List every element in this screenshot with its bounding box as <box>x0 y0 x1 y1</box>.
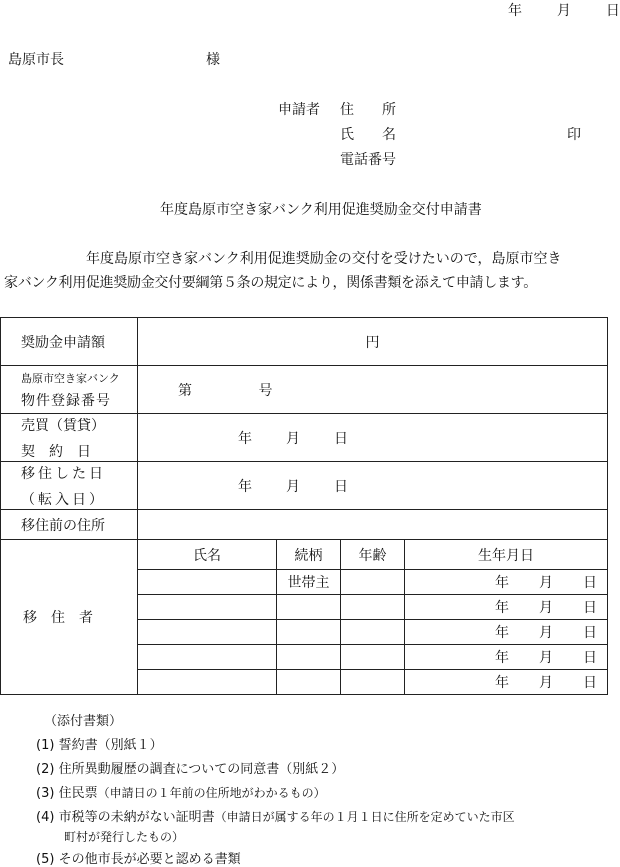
migrant-age-cell[interactable] <box>341 645 405 670</box>
migrant-relation-cell[interactable] <box>277 570 341 595</box>
migrant-birth-cell[interactable] <box>405 570 608 595</box>
attachment-item <box>36 848 241 867</box>
seal-mark: 印 <box>567 127 581 143</box>
move-date-label <box>1 462 138 510</box>
date-month-label: 月 <box>556 3 571 19</box>
honorific: 様 <box>206 52 220 68</box>
body-line-1: 年度島原市空き家バンク利用促進奨励金の交付を受けたいので，島原市空き <box>86 251 562 267</box>
move-year: 年 <box>238 478 252 495</box>
birth-day: 日 <box>583 650 597 666</box>
migrant-relation-cell[interactable] <box>277 620 341 645</box>
date-year-label: 年 <box>508 3 522 19</box>
submission-date <box>508 0 620 20</box>
move-label-line1: 移住した日 <box>21 465 106 482</box>
attachment-item <box>36 734 163 753</box>
date-day-label: 日 <box>605 3 620 19</box>
birth-month: 月 <box>539 675 553 691</box>
migrant-relation-cell[interactable] <box>277 645 341 670</box>
attachment-text: 住民票 <box>58 786 98 801</box>
migrant-relation-cell[interactable] <box>277 595 341 620</box>
birth-year: 年 <box>495 650 509 666</box>
attachment-note: （申請日が属する年の１月１日に住所を定めていた市区 <box>214 810 515 824</box>
migrants-label: 移 住 者 <box>1 540 138 695</box>
birth-day: 日 <box>583 600 597 616</box>
birth-year: 年 <box>495 600 509 616</box>
addressee: 島原市長 <box>8 52 64 68</box>
col-header-birth: 生年月日 <box>405 540 608 570</box>
attachment-note: （申請日の１年前の住所地がわかるもの） <box>97 786 326 800</box>
migrant-name-cell[interactable] <box>138 595 277 620</box>
property-number-field[interactable] <box>138 366 608 414</box>
birth-year: 年 <box>495 675 509 691</box>
migrant-name-cell[interactable] <box>138 645 277 670</box>
amount-field[interactable] <box>138 318 608 366</box>
birth-year: 年 <box>495 575 509 591</box>
prev-address-field[interactable] <box>138 510 608 540</box>
attachment-continuation: 町村が発行したもの） <box>64 830 185 844</box>
attachment-num: (4) <box>36 810 55 825</box>
birth-month: 月 <box>539 650 553 666</box>
attachment-text: その他市長が必要と認める書類 <box>58 852 241 867</box>
property-prefix: 第 <box>178 382 192 399</box>
contract-label <box>1 414 138 462</box>
col-header-age: 年齢 <box>341 540 405 570</box>
attachment-num: (1) <box>36 738 55 753</box>
prev-address-label: 移住前の住所 <box>1 510 138 540</box>
head-of-household: 世帯主 <box>287 575 330 591</box>
birth-day: 日 <box>583 675 597 691</box>
contract-year: 年 <box>238 430 252 447</box>
birth-month: 月 <box>539 600 553 616</box>
attachments-heading: （添付書類） <box>44 714 123 729</box>
name-label: 氏 名 <box>340 127 396 143</box>
phone-label: 電話番号 <box>340 152 396 168</box>
birth-month: 月 <box>539 625 553 641</box>
contract-day: 日 <box>334 430 348 447</box>
property-suffix: 号 <box>258 382 273 399</box>
attachment-num: (2) <box>36 762 55 777</box>
attachment-text: 誓約書（別紙１） <box>58 738 163 753</box>
move-label-line2: （転入日） <box>21 491 106 508</box>
birth-day: 日 <box>583 575 597 591</box>
attachment-text: 市税等の未納がない証明書 <box>58 810 215 825</box>
amount-unit: 円 <box>365 334 380 351</box>
attachment-item <box>36 758 344 777</box>
applicant-role: 申請者 <box>278 102 320 118</box>
attachment-num: (3) <box>36 786 55 801</box>
amount-label: 奨励金申請額 <box>1 318 138 366</box>
birth-day: 日 <box>583 625 597 641</box>
birth-year: 年 <box>495 625 509 641</box>
birth-month: 月 <box>539 575 553 591</box>
attachment-item <box>36 782 326 801</box>
application-table <box>0 317 608 695</box>
migrant-name-cell[interactable] <box>138 570 277 595</box>
col-header-relation: 続柄 <box>277 540 341 570</box>
migrant-age-cell[interactable] <box>341 595 405 620</box>
migrant-name-cell[interactable] <box>138 670 277 695</box>
contract-date-field[interactable] <box>138 414 608 462</box>
migrant-age-cell[interactable] <box>341 570 405 595</box>
move-date-field[interactable] <box>138 462 608 510</box>
property-label-line1: 島原市空き家バンク <box>21 371 120 385</box>
migrant-age-cell[interactable] <box>341 620 405 645</box>
migrant-birth-cell[interactable] <box>405 645 608 670</box>
property-label-line2: 物件登録番号 <box>21 392 111 409</box>
migrant-birth-cell[interactable] <box>405 670 608 695</box>
migrant-name-cell[interactable] <box>138 620 277 645</box>
attachment-text: 住所異動履歴の調査についての同意書（別紙２） <box>58 762 345 777</box>
col-header-name: 氏名 <box>138 540 277 570</box>
migrant-birth-cell[interactable] <box>405 620 608 645</box>
contract-label-line2: 契 約 日 <box>21 443 91 460</box>
attachment-num: (5) <box>36 852 55 867</box>
body-line-2: 家バンク利用促進奨励金交付要綱第５条の規定により，関係書類を添えて申請します。 <box>4 275 537 291</box>
property-label <box>1 366 138 414</box>
move-month: 月 <box>286 478 300 495</box>
move-day: 日 <box>334 478 348 495</box>
contract-month: 月 <box>286 430 300 447</box>
address-label: 住 所 <box>340 102 396 118</box>
migrant-relation-cell[interactable] <box>277 670 341 695</box>
document-title: 年度島原市空き家バンク利用促進奨励金交付申請書 <box>160 202 482 218</box>
migrant-birth-cell[interactable] <box>405 595 608 620</box>
attachment-item <box>36 806 515 825</box>
contract-label-line1: 売買（賃貸） <box>21 417 105 434</box>
migrant-age-cell[interactable] <box>341 670 405 695</box>
